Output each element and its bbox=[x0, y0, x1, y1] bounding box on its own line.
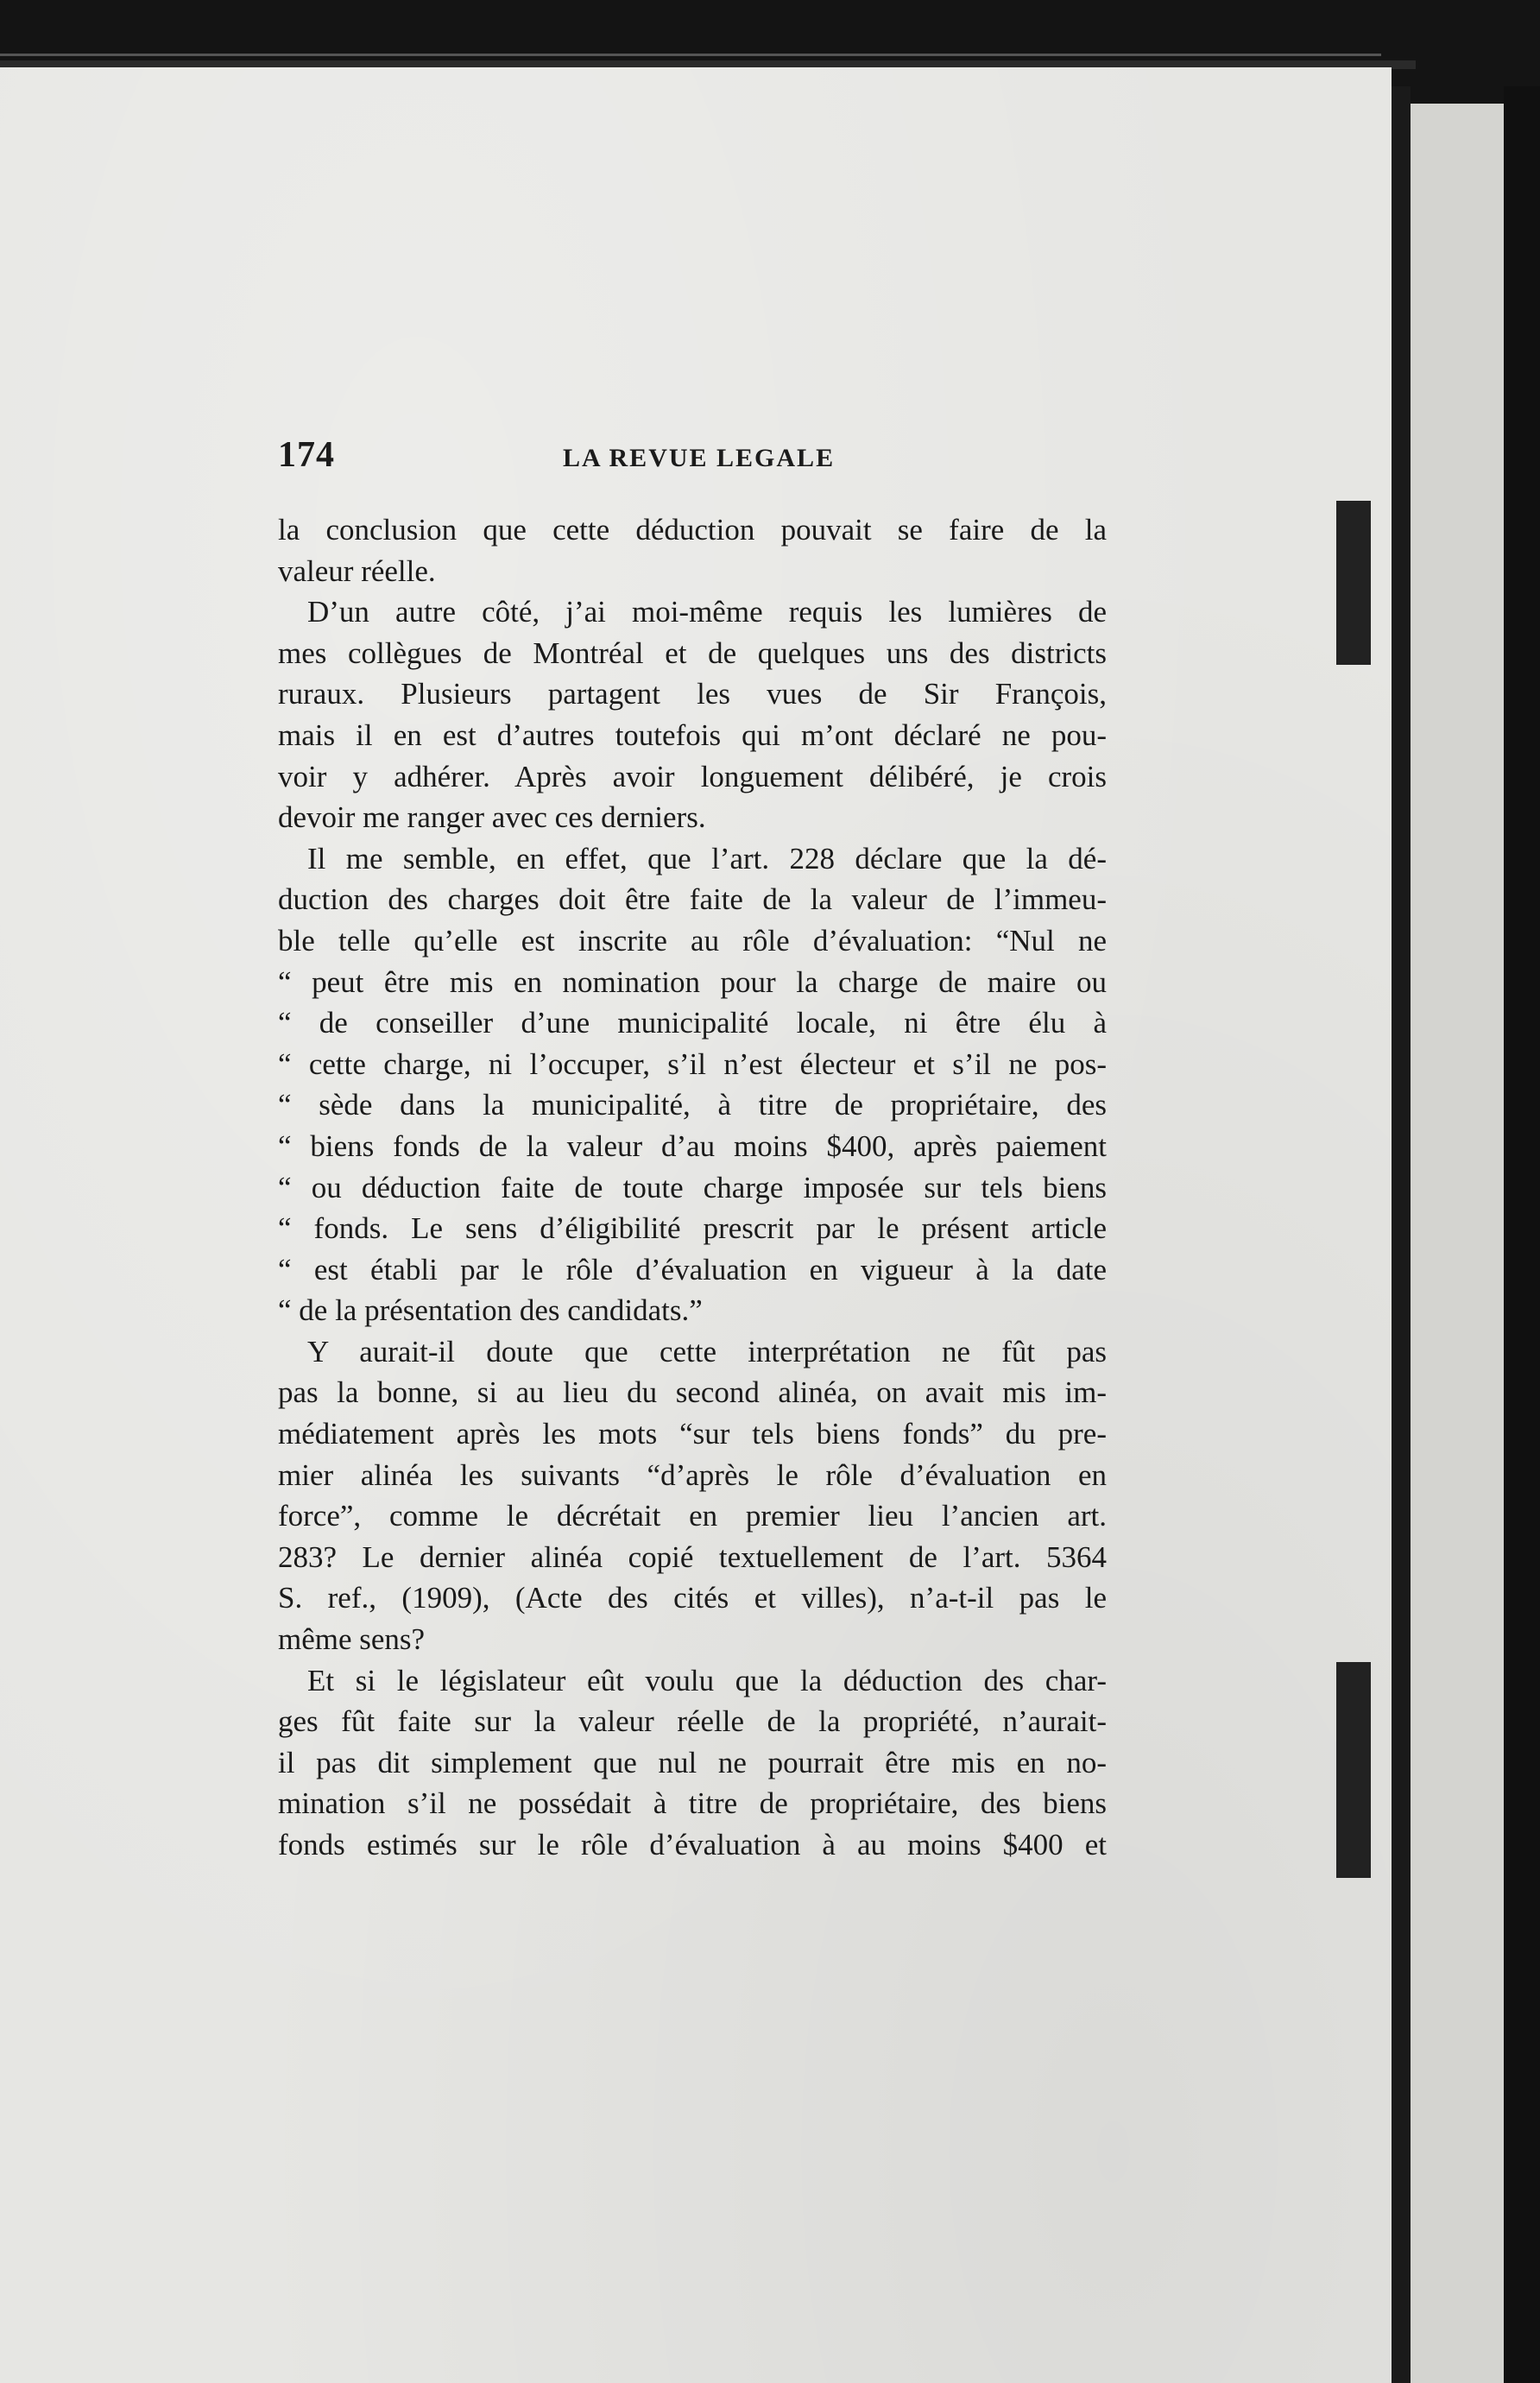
text-line: ges fût faite sur la valeur réelle de la propriété, n’aurait- bbox=[278, 1704, 1107, 1739]
text-line: Et si le législateur eût voulu que la déduction des char- bbox=[307, 1663, 1107, 1697]
text-line: Il me semble, en effet, que l’art. 228 déclare que la dé- bbox=[307, 841, 1107, 875]
running-title: LA REVUE LEGALE bbox=[563, 444, 836, 472]
text-line: ruraux. Plusieurs partagent les vues de Sir François, bbox=[278, 677, 1107, 711]
page-number: 174 bbox=[278, 435, 335, 475]
text-line: il pas dit simplement que nul ne pourrait être mis en no- bbox=[278, 1745, 1107, 1779]
text-line: mier alinéa les suivants “d’après le rôle d’évaluation en bbox=[278, 1457, 1107, 1492]
running-head bbox=[278, 429, 1107, 481]
text-line: ble telle qu’elle est inscrite au rôle d’évaluation: “Nul ne bbox=[278, 923, 1107, 958]
scan-right-edge bbox=[1504, 86, 1540, 2383]
book-gutter bbox=[1392, 86, 1411, 2383]
adjacent-page-strip bbox=[1411, 104, 1504, 2383]
text-line: “ est établi par le rôle d’évaluation en vigueur à la date bbox=[278, 1252, 1107, 1286]
text-line: pas la bonne, si au lieu du second alinéa, on avait mis im- bbox=[278, 1375, 1107, 1410]
text-line: “ de la présentation des candidats.” bbox=[278, 1293, 703, 1328]
text-line: duction des charges doit être faite de la valeur de l’immeu- bbox=[278, 882, 1107, 917]
text-line: 283? Le dernier alinéa copié textuellement de l’art. 5364 bbox=[278, 1539, 1107, 1574]
text-line: force”, comme le décrétait en premier lieu l’ancien art. bbox=[278, 1499, 1107, 1533]
text-line: devoir me ranger avec ces derniers. bbox=[278, 800, 706, 835]
binding-mark-lower bbox=[1336, 1662, 1371, 1878]
text-line: D’un autre côté, j’ai moi-même requis les lumières de bbox=[307, 595, 1107, 629]
text-line: Y aurait-il doute que cette interprétation ne fût pas bbox=[307, 1334, 1107, 1368]
text-line: mination s’il ne possédait à titre de propriétaire, des biens bbox=[278, 1786, 1107, 1821]
text-line: “ fonds. Le sens d’éligibilité prescrit par le présent article bbox=[278, 1211, 1107, 1246]
text-line: mais il en est d’autres toutefois qui m’ont déclaré ne pou- bbox=[278, 717, 1107, 752]
text-line: même sens? bbox=[278, 1622, 426, 1657]
text-line: la conclusion que cette déduction pouvait se faire de la bbox=[278, 513, 1107, 547]
text-line: médiatement après les mots “sur tels biens fonds” du pre- bbox=[278, 1417, 1107, 1451]
text-line: “ sède dans la municipalité, à titre de propriétaire, des bbox=[278, 1088, 1107, 1122]
text-line: “ peut être mis en nomination pour la charge de maire ou bbox=[278, 964, 1107, 999]
text-line: valeur réelle. bbox=[278, 553, 436, 588]
body-text bbox=[278, 509, 1107, 1866]
text-line: voir y adhérer. Après avoir longuement délibéré, je crois bbox=[278, 759, 1107, 793]
text-line: “ de conseiller d’une municipalité locale, ni être élu à bbox=[278, 1006, 1107, 1040]
text-line: “ cette charge, ni l’occuper, s’il n’est électeur et s’il ne pos- bbox=[278, 1046, 1107, 1081]
binding-mark-upper bbox=[1336, 501, 1371, 665]
scan-top-rule-thin bbox=[0, 54, 1381, 56]
text-line: “ ou déduction faite de toute charge imposée sur tels biens bbox=[278, 1170, 1107, 1204]
text-line: S. ref., (1909), (Acte des cités et villes), n’a-t-il pas le bbox=[278, 1581, 1107, 1615]
text-line: mes collègues de Montréal et de quelques uns des districts bbox=[278, 635, 1107, 670]
text-line: fonds estimés sur le rôle d’évaluation à au moins $400 et bbox=[278, 1828, 1107, 1862]
text-line: “ biens fonds de la valeur d’au moins $400, après paiement bbox=[278, 1128, 1107, 1163]
